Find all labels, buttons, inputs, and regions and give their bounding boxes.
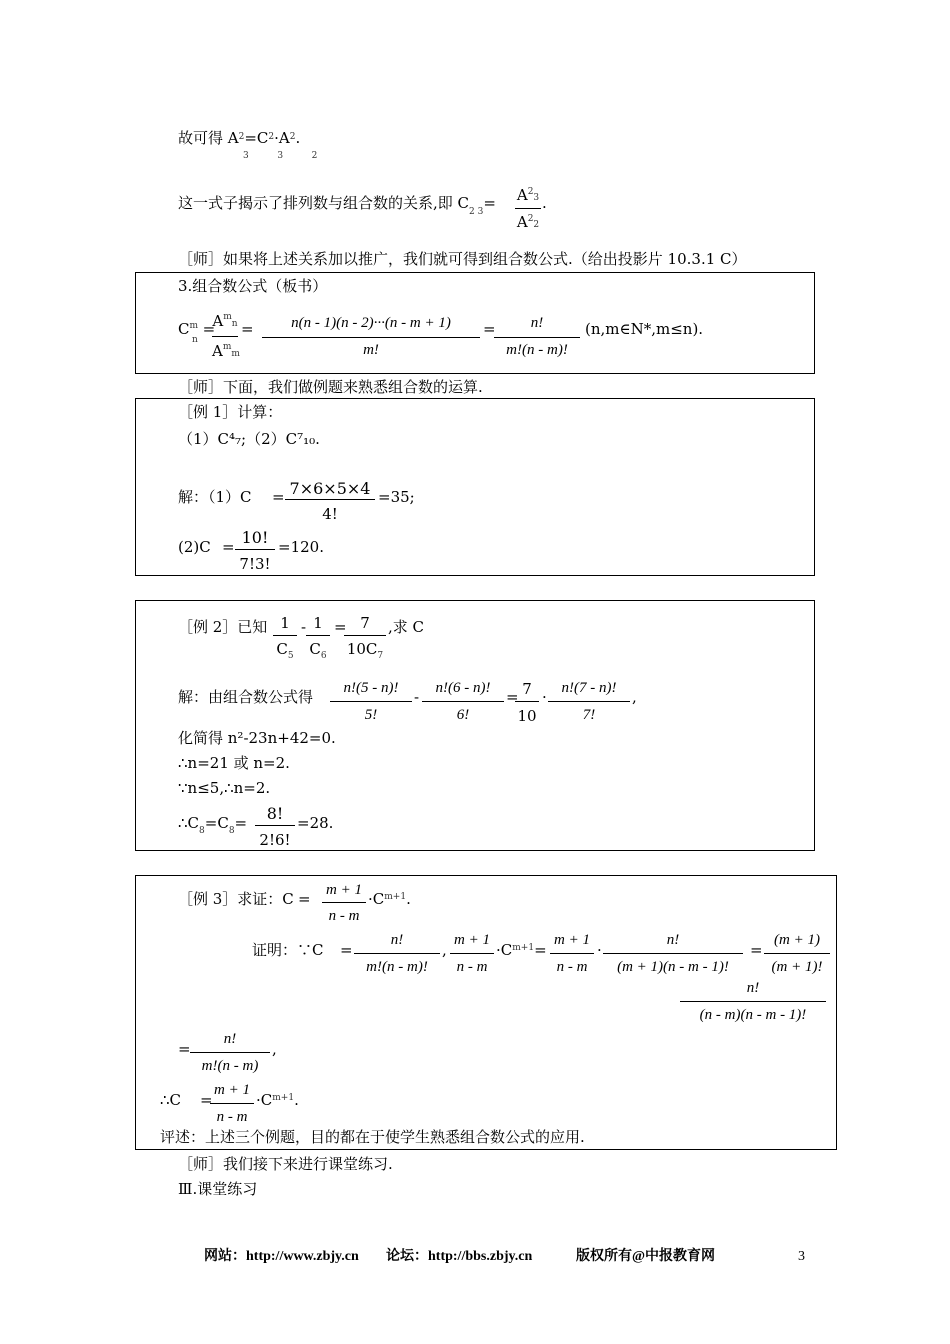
teacher-line-2: ［师］下面，我们做例题来熟悉组合数的运算. xyxy=(178,378,483,396)
example2-sol-minus: - xyxy=(414,688,420,706)
example1-frac-2: 10! 7!3! xyxy=(235,528,275,572)
section-heading: Ⅲ.课堂练习 xyxy=(178,1180,258,1198)
intro-line-1: 故可得 $A^2=C^2\cdot A^2$. xyxy=(178,129,301,147)
example3-title-frac: m + 1 n - m xyxy=(322,882,366,924)
footer-site[interactable]: 网站：http://www.zbjy.cn xyxy=(204,1249,359,1264)
example3-proof-frac-7: n! m!(n - m) xyxy=(190,1031,270,1075)
example2-simplify: 化简得 n²-23n+42=0. xyxy=(178,729,336,747)
page-number: 3 xyxy=(798,1249,805,1264)
intro-period: . xyxy=(542,194,547,212)
example1-result-1: =35; xyxy=(378,488,415,506)
formula-title: 3.组合数公式（板书） xyxy=(178,277,328,295)
example2-final-prefix: $\therefore C_8=C_8=$ xyxy=(178,814,248,836)
example3-proof-frac-1: n! m!(n - m)! xyxy=(354,932,440,976)
example2-sol-prefix: 解：由组合数公式得 xyxy=(178,688,314,706)
example3-conclusion-rhs: $\cdot C^{m+1}$. xyxy=(256,1091,299,1109)
example3-proof-prefix: 证明：∵C xyxy=(252,941,324,959)
example2-sol-frac-1: n!(5 - n)! 5! xyxy=(330,680,412,724)
footer-forum[interactable]: 论坛：http://bbs.zbjy.cn xyxy=(386,1249,533,1264)
example3-proof-frac-3: m + 1 n - m xyxy=(550,932,594,976)
example3-proof-frac-4: n! (m + 1)(n - m - 1)! xyxy=(603,932,743,976)
example2-given-frac-3: 7 $10C_7$ xyxy=(344,614,386,660)
example3-title-eq: = xyxy=(298,890,311,908)
example1-eq-2: = xyxy=(222,538,235,556)
intro-line-1-subs: 3 3 2 xyxy=(243,151,318,161)
example1-frac-1: 7×6×5×4 4! xyxy=(285,479,375,521)
example3-proof-dot: · xyxy=(597,941,602,959)
example2-minus: - xyxy=(301,618,307,636)
intro-fraction: $A^23$ $A^22$ xyxy=(516,186,540,231)
example2-given-frac-1: 1 $C_5$ xyxy=(273,614,297,660)
teacher-line-3: ［师］我们接下来进行课堂练习. xyxy=(178,1155,393,1173)
example2-sol-eq: = xyxy=(506,688,519,706)
intro-line-2: 这一式子揭示了排列数与组合数的关系,即 $C_{2 3}=$ xyxy=(178,194,496,217)
example3-title-rhs: $\cdot C^{m+1}$. xyxy=(368,890,411,908)
example3-conclusion-eq: = xyxy=(200,1091,213,1109)
formula-eq-2: = xyxy=(483,320,496,338)
example1-sol1-prefix: 解：（1）C xyxy=(178,488,252,506)
formula-frac-2: n(n - 1)(n - 2)···(n - m + 1) m! xyxy=(262,315,480,359)
footer-copyright: 版权所有@中报教育网 xyxy=(576,1249,716,1264)
example3-proof-c: $\cdot C^{m+1}=$ xyxy=(496,941,547,959)
example3-eq-line: = xyxy=(178,1040,191,1058)
example2-sol-dot: · xyxy=(542,688,547,706)
example3-proof-frac-2: m + 1 n - m xyxy=(450,932,494,976)
example2-given-frac-2: 1 $C_6$ xyxy=(306,614,330,660)
example3-proof-eq-1: = xyxy=(340,941,353,959)
example2-sol-frac-3: 7 10 xyxy=(515,680,539,724)
example3-proof-eq-2: = xyxy=(750,941,763,959)
example2-title: ［例 2］已知 xyxy=(178,618,268,636)
example2-eq: = xyxy=(334,618,347,636)
formula-frac-1: $A^mn$ $A^mm$ xyxy=(212,312,240,360)
example1-eq-1: = xyxy=(272,488,285,506)
example2-sol-frac-2: n!(6 - n)! 6! xyxy=(422,680,504,724)
example3-title: ［例 3］求证：C xyxy=(178,890,294,908)
example3-eq-comma: , xyxy=(272,1040,277,1058)
example3-conclusion-prefix: ∴C xyxy=(160,1091,182,1109)
example2-ask: ,求 C xyxy=(388,618,425,636)
example2-final-result: =28. xyxy=(297,814,334,832)
example3-comment: 评述：上述三个例题，目的都在于使学生熟悉组合数公式的应用. xyxy=(160,1128,585,1146)
formula-eq-1: = xyxy=(241,320,254,338)
formula-frac-3: n! m!(n - m)! xyxy=(494,315,580,359)
example1-title: ［例 1］计算： xyxy=(178,403,283,421)
example1-items: （1）C⁴₇;（2）C⁷₁₀. xyxy=(178,430,320,448)
example2-since: ∵n≤5,∴n=2. xyxy=(178,779,271,797)
example1-result-2: =120. xyxy=(278,538,324,556)
formula-lhs: $C^m_n$ = xyxy=(178,320,216,345)
example2-sol-comma: , xyxy=(632,688,637,706)
example2-final-frac: 8! 2!6! xyxy=(255,804,295,848)
example2-roots: ∴n=21 或 n=2. xyxy=(178,754,290,772)
example3-conclusion-frac: m + 1 n - m xyxy=(210,1082,254,1126)
example3-proof-frac-6: n! (n - m)(n - m - 1)! xyxy=(680,980,826,1024)
teacher-line-1: ［师］如果将上述关系加以推广，我们就可得到组合数公式.（给出投影片 10.3.1 C） xyxy=(178,250,747,268)
example2-sol-frac-4: n!(7 - n)! 7! xyxy=(548,680,630,724)
formula-condition: (n,m∈N*,m≤n). xyxy=(585,320,704,338)
example3-proof-frac-5: (m + 1) (m + 1)! xyxy=(764,932,830,976)
example3-proof-comma: , xyxy=(442,941,447,959)
example1-sol2-prefix: (2)C xyxy=(178,538,211,556)
